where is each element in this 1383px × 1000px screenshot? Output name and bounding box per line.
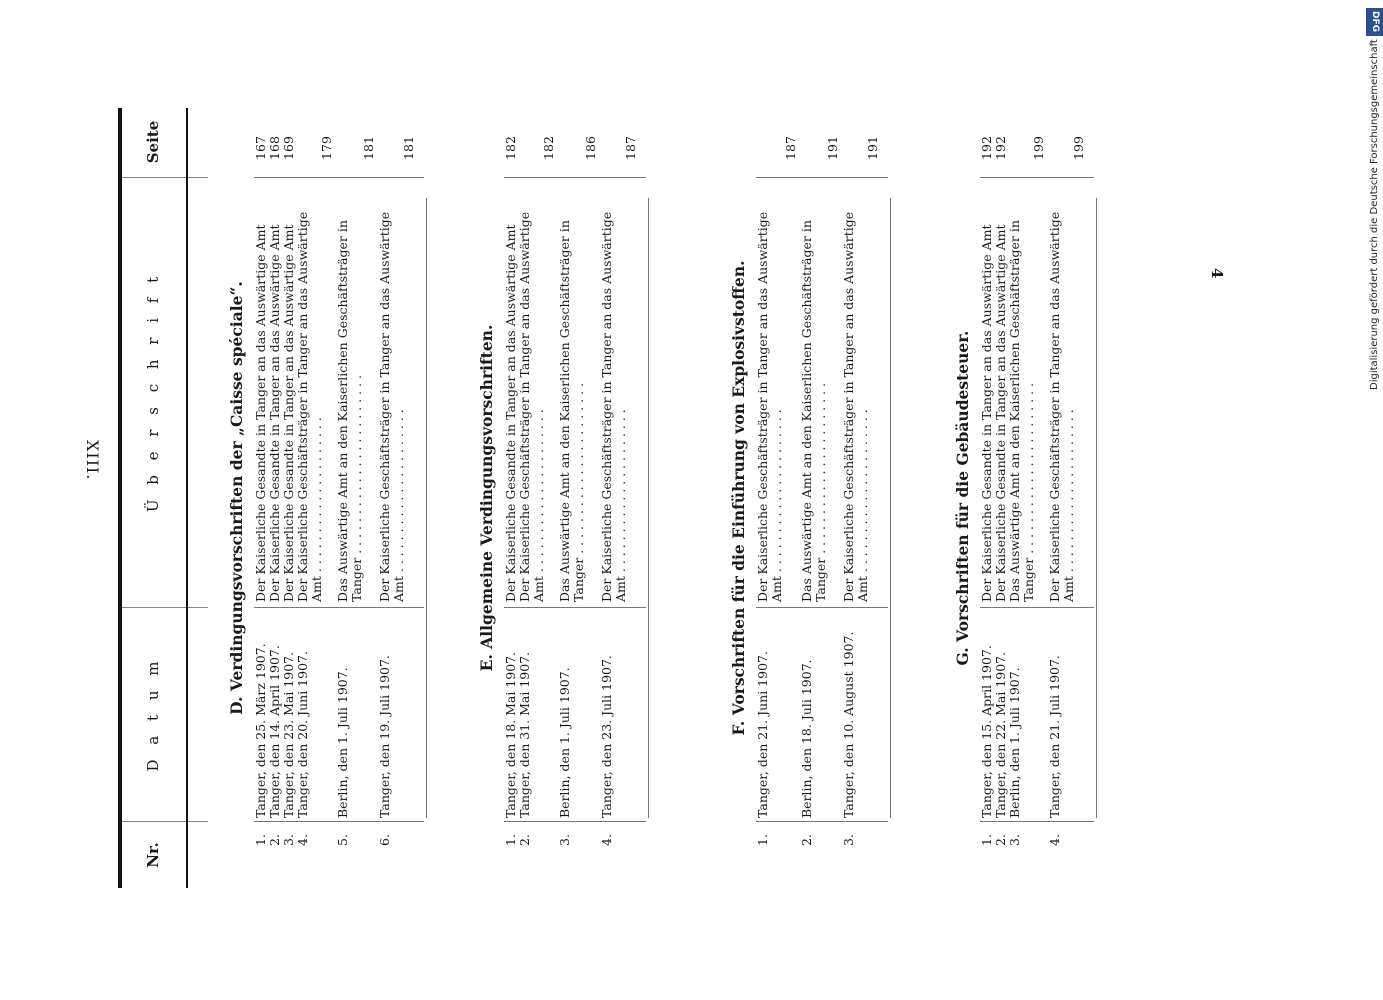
- row-seite: 199: [1031, 136, 1046, 160]
- row-datum: Tanger, den 21. Juni 1907.: [755, 651, 770, 818]
- row-ueberschrift: Der Kaiserliche Gesandte in Tanger an das Auswärtige Amt: [267, 224, 282, 602]
- row-datum: Tanger, den 19. Juli 1907.: [377, 655, 392, 818]
- table-row: [378, 108, 418, 888]
- row-nr: 3.: [1007, 834, 1022, 846]
- column-divider: [980, 607, 1094, 608]
- row-seite: 179: [319, 136, 334, 160]
- row-seite: 182: [541, 136, 556, 160]
- column-divider: [980, 821, 1094, 822]
- row-datum: Berlin, den 1. Juli 1907.: [557, 667, 572, 818]
- row-nr: 1.: [253, 834, 268, 846]
- table-row: [756, 108, 800, 888]
- row-datum: Tanger, den 20. Juni 1907.: [295, 651, 310, 818]
- table-row: [518, 108, 558, 888]
- row-datum: Tanger, den 10. August 1907.: [841, 631, 856, 818]
- row-nr: 3.: [841, 834, 856, 846]
- row-nr: 5.: [335, 834, 350, 846]
- row-datum: Tanger, den 22. Mai 1907.: [993, 651, 1008, 818]
- row-ueberschrift: Der Kaiserliche Geschäftsträger in Tanger an das Auswärtige Amt . . . . . . . . . . . . . . . . . . . .: [295, 211, 324, 602]
- row-datum: Berlin, den 1. Juli 1907.: [1007, 667, 1022, 818]
- row-ueberschrift: Das Auswärtige Amt an den Kaiserlichen Geschäftsträger in Tanger . . . . . . . . . . . . . . . . . . . . . .: [799, 220, 828, 602]
- column-divider: [756, 821, 888, 822]
- section-title: E. Allgemeine Verdingungsvorschriften.: [477, 324, 496, 672]
- table-row: [558, 108, 600, 888]
- row-ueberschrift: Der Kaiserliche Geschäftsträger in Tanger an das Auswärtige Amt . . . . . . . . . . . . . . . . . . . . .: [755, 211, 784, 602]
- dfg-notice: [1366, 8, 1383, 392]
- dfg-notice-text: Digitalisierung gefördert durch die Deutsche Forschungsgemeinschaft: [1369, 39, 1380, 390]
- row-ueberschrift: Der Kaiserliche Geschäftsträger in Tanger an das Auswärtige Amt . . . . . . . . . . . . . . . . . . . . .: [517, 211, 546, 602]
- dfg-logo: DFG: [1366, 8, 1383, 36]
- sheet-signature: 4: [1208, 268, 1226, 279]
- table-row: [254, 108, 268, 888]
- row-seite: 186: [583, 136, 598, 160]
- section-bottom-rule: [648, 198, 649, 818]
- row-nr: 4.: [599, 834, 614, 846]
- column-divider: [756, 607, 888, 608]
- section-rows: [504, 108, 640, 888]
- row-seite: 168: [267, 136, 282, 160]
- row-datum: Tanger, den 18. Mai 1907.: [503, 651, 518, 818]
- row-seite: 199: [1071, 136, 1086, 160]
- row-nr: 2.: [799, 834, 814, 846]
- row-seite: 192: [979, 136, 994, 160]
- row-nr: 1.: [503, 834, 518, 846]
- row-datum: Berlin, den 18. Juli 1907.: [799, 659, 814, 818]
- row-seite: 191: [865, 136, 880, 160]
- row-datum: Tanger, den 25. März 1907.: [253, 643, 268, 818]
- page-number: XIII.: [83, 440, 102, 481]
- column-divider: [254, 607, 424, 608]
- row-nr: 4.: [1047, 834, 1062, 846]
- row-seite: 181: [361, 136, 376, 160]
- section-bottom-rule: [426, 198, 427, 818]
- row-datum: Tanger, den 31. Mai 1907.: [517, 651, 532, 818]
- section-bottom-rule: [1096, 198, 1097, 818]
- table-row: [800, 108, 842, 888]
- section-title: D. Verdingungsvorschriften der „Caisse spéciale“.: [227, 281, 246, 715]
- row-datum: Berlin, den 1. Juli 1907.: [335, 667, 350, 818]
- row-ueberschrift: Der Kaiserliche Geschäftsträger in Tanger an das Auswärtige Amt . . . . . . . . . . . . . . . . . . . . .: [841, 211, 870, 602]
- row-ueberschrift: Der Kaiserliche Gesandte in Tanger an das Auswärtige Amt: [281, 224, 296, 602]
- section-title: F. Vorschriften für die Einführung von Explosivstoffen.: [729, 260, 748, 736]
- row-ueberschrift: Der Kaiserliche Geschäftsträger in Tanger an das Auswärtige Amt . . . . . . . . . . . . . . . . . . . . .: [377, 211, 406, 602]
- section-rows: [254, 108, 418, 888]
- header-rule: [186, 108, 188, 888]
- column-divider: [980, 177, 1094, 178]
- row-nr: 2.: [517, 834, 532, 846]
- row-nr: 6.: [377, 834, 392, 846]
- row-seite: 187: [783, 136, 798, 160]
- row-seite: 192: [993, 136, 1008, 160]
- table-row: [1008, 108, 1048, 888]
- column-divider: [254, 821, 424, 822]
- header-ueberschrift: Ü b e r s c h r i f t: [122, 177, 208, 608]
- row-datum: Tanger, den 21. Juli 1907.: [1047, 655, 1062, 818]
- row-seite: 191: [825, 136, 840, 160]
- row-ueberschrift: Das Auswärtige Amt an den Kaiserlichen Geschäftsträger in Tanger . . . . . . . . . . . . . . . . . . . . . . .: [335, 220, 364, 602]
- row-seite: 182: [503, 136, 518, 160]
- row-ueberschrift: Der Kaiserliche Geschäftsträger in Tanger an das Auswärtige Amt . . . . . . . . . . . . . . . . . . . . .: [1047, 211, 1076, 602]
- row-datum: Tanger, den 23. Mai 1907.: [281, 651, 296, 818]
- row-ueberschrift: Das Auswärtige Amt an den Kaiserlichen Geschäftsträger in Tanger . . . . . . . . . . . . . . . . . . . . . .: [1007, 220, 1036, 602]
- row-seite: 181: [401, 136, 416, 160]
- row-nr: 1.: [979, 834, 994, 846]
- table-row: [842, 108, 882, 888]
- column-divider: [504, 821, 646, 822]
- row-datum: Tanger, den 15. April 1907.: [979, 645, 994, 818]
- header-datum: D a t u m: [122, 607, 208, 822]
- table-row: [296, 108, 336, 888]
- section-rows: [980, 108, 1088, 888]
- row-seite: 167: [253, 136, 268, 160]
- row-nr: 3.: [281, 834, 296, 846]
- row-nr: 2.: [267, 834, 282, 846]
- column-divider: [254, 177, 424, 178]
- row-nr: 2.: [993, 834, 1008, 846]
- row-nr: 3.: [557, 834, 572, 846]
- table-of-contents: [118, 108, 1198, 888]
- row-ueberschrift: Der Kaiserliche Gesandte in Tanger an das Auswärtige Amt: [979, 224, 994, 602]
- section-bottom-rule: [890, 198, 891, 818]
- row-ueberschrift: Das Auswärtige Amt an den Kaiserlichen Geschäftsträger in Tanger . . . . . . . . . . . . . . . . . . . . . .: [557, 220, 586, 602]
- table-row: [600, 108, 640, 888]
- header-seite: Seite: [122, 107, 208, 178]
- row-seite: 169: [281, 136, 296, 160]
- row-ueberschrift: Der Kaiserliche Gesandte in Tanger an das Auswärtige Amt: [993, 224, 1008, 602]
- row-ueberschrift: Der Kaiserliche Gesandte in Tanger an das Auswärtige Amt: [253, 224, 268, 602]
- row-ueberschrift: Der Kaiserliche Gesandte in Tanger an das Auswärtige Amt: [503, 224, 518, 602]
- row-seite: 187: [623, 136, 638, 160]
- section-title: G. Vorschriften für die Gebäudesteuer.: [953, 330, 972, 666]
- table-row: [336, 108, 378, 888]
- section-rows: [756, 108, 882, 888]
- column-divider: [504, 607, 646, 608]
- column-divider: [756, 177, 888, 178]
- row-datum: Tanger, den 14. April 1907.: [267, 645, 282, 818]
- table-row: [282, 108, 296, 888]
- header-nr: Nr.: [144, 842, 162, 868]
- row-datum: Tanger, den 23. Juli 1907.: [599, 655, 614, 818]
- table-row: [268, 108, 282, 888]
- row-nr: 1.: [755, 834, 770, 846]
- table-row: [504, 108, 518, 888]
- table-row: [1048, 108, 1088, 888]
- row-ueberschrift: Der Kaiserliche Geschäftsträger in Tanger an das Auswärtige Amt . . . . . . . . . . . . . . . . . . . . .: [599, 211, 628, 602]
- table-row: [980, 108, 994, 888]
- table-row: [994, 108, 1008, 888]
- column-divider: [504, 177, 646, 178]
- row-nr: 4.: [295, 834, 310, 846]
